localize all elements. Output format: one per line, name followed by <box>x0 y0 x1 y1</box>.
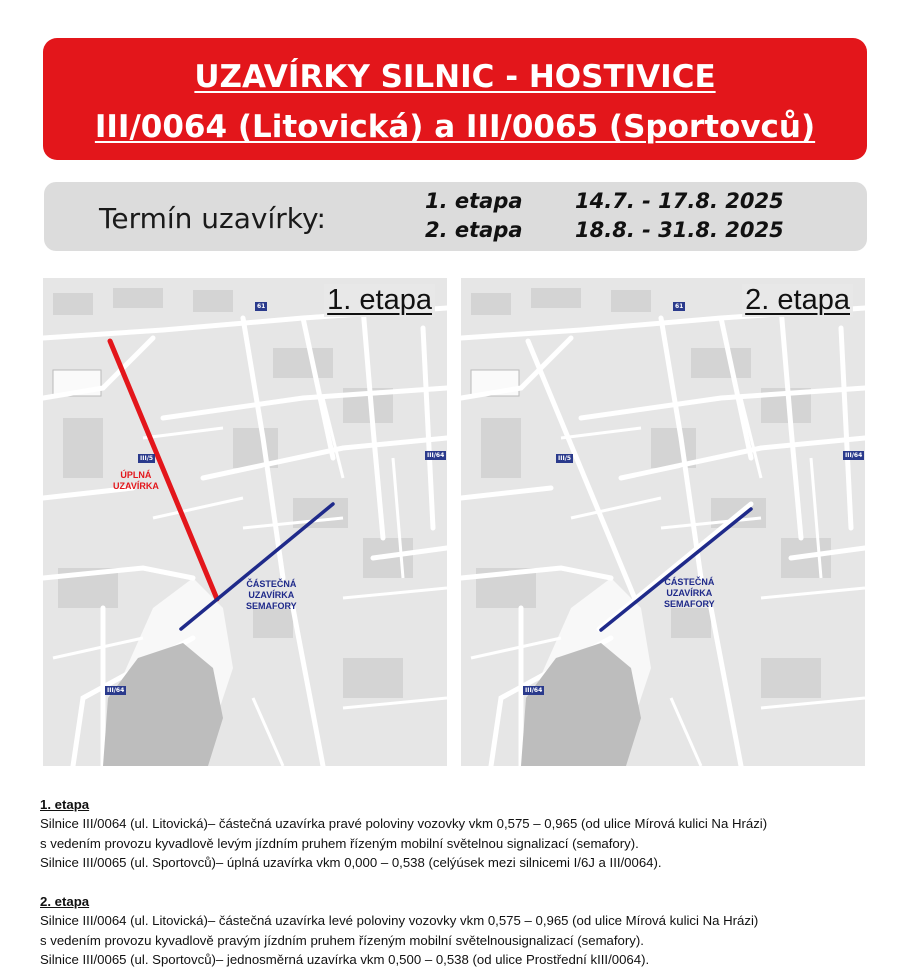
road-sign: III/64 <box>107 687 125 694</box>
term-stage-1 <box>425 189 784 213</box>
title-banner <box>43 38 867 160</box>
street-map <box>461 278 865 766</box>
stage-name: 2. etapa <box>425 218 523 242</box>
road-sign: 61 <box>675 303 684 310</box>
stage-2-line: Silnice III/0065 (ul. Sportovců)– jednosměrná uzavírka vkm 0,500 – 0,538 (od ulice Prostřední kIII/0064). <box>40 952 650 968</box>
title-line-2: III/0064 (Litovická) a III/0065 (Sportovců) <box>94 109 816 145</box>
partial-closure-label: ČÁSTEČNÁ UZAVÍRKA SEMAFORY <box>246 579 297 611</box>
map-stage-label: 2. etapa <box>742 284 853 317</box>
full-closure-label: ÚPLNÁ UZAVÍRKA <box>113 470 159 491</box>
road-sign: III/5 <box>558 455 572 462</box>
term-stage-2 <box>425 218 784 242</box>
stage-2-heading: 2. etapa <box>40 894 90 910</box>
partial-closure-label: ČÁSTEČNÁ UZAVÍRKA SEMAFORY <box>664 577 715 609</box>
term-label: Termín uzavírky: <box>99 202 326 235</box>
map-stage-1 <box>43 278 447 766</box>
stage-1-line: Silnice III/0064 (ul. Litovická)– částečná uzavírka pravé poloviny vozovky vkm 0,575 – 0,965 (od ulice Mírová kulici Na Hrázi) <box>40 816 768 832</box>
map-stage-label: 1. etapa <box>324 284 435 317</box>
road-sign: 61 <box>257 303 266 310</box>
road-sign: III/5 <box>140 455 154 462</box>
stage-1-line: s vedením provozu kyvadlově levým jízdním pruhem řízeným mobilní světelnou signalizací (semafory). <box>40 835 639 851</box>
closure-term-box <box>44 182 867 251</box>
street-map <box>43 278 447 766</box>
stage-1-line: Silnice III/0065 (ul. Sportovců)– úplná uzavírka vkm 0,000 – 0,538 (celýúsek mezi silnicemi I/6J a III/0064). <box>40 854 662 870</box>
stage-dates: 14.7. - 17.8. 2025 <box>575 189 784 213</box>
road-sign: III/64 <box>525 687 543 694</box>
title-line-1: UZAVÍRKY SILNIC - HOSTIVICE <box>194 59 716 95</box>
stage-dates: 18.8. - 31.8. 2025 <box>575 218 784 242</box>
map-stage-2 <box>461 278 865 766</box>
closure-description <box>40 795 890 969</box>
road-sign: III/64 <box>845 452 863 459</box>
stage-1-heading: 1. etapa <box>40 797 90 812</box>
stage-2-line: s vedením provozu kyvadlově pravým jízdním pruhem řízeným mobilní světelnousignalizací (semafory). <box>40 932 644 948</box>
stage-name: 1. etapa <box>425 189 523 213</box>
stage-2-line: Silnice III/0064 (ul. Litovická)– částečná uzavírka levé poloviny vozovky vkm 0,575 – 0,965 (od ulice Mírová kulici Na Hrázi) <box>40 913 759 929</box>
road-sign: III/64 <box>427 452 445 459</box>
